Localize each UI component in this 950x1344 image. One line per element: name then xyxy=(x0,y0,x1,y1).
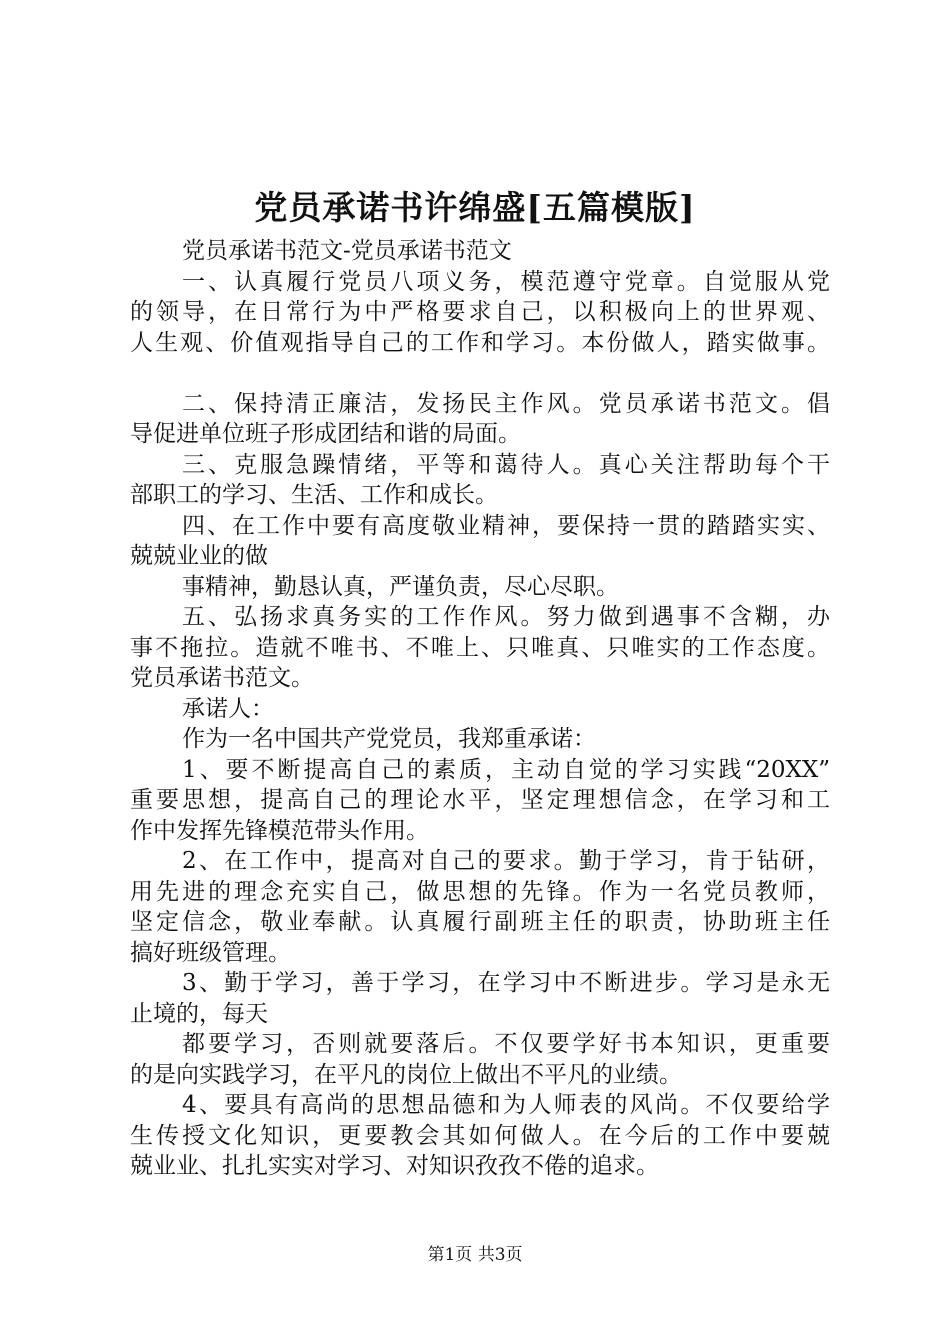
text-line: 事精神，勤恳认真，严谨负责，尽心尽职。 xyxy=(182,573,619,600)
text-line: 用先进的理念充实自己，做思想的先锋。作为一名党员教师， xyxy=(130,878,830,905)
text-line: 作为一名中国共产党党员，我郑重承诺： xyxy=(182,726,596,752)
text-line: 搞好班级管理。 xyxy=(130,939,291,966)
text-line: 一、认真履行党员八项义务，模范遵守党章。自觉服从党 xyxy=(182,268,830,295)
text-line: 事不拖拉。造就不唯书、不唯上、只唯真、只唯实的工作态度。 xyxy=(130,634,830,661)
text-line: 兢兢业业的做 xyxy=(130,543,268,569)
text-line: 人生观、价值观指导自己的工作和学习。本份做人，踏实做事。 xyxy=(130,329,830,356)
text-line: 四、在工作中要有高度敬业精神，要保持一贯的踏踏实实、 xyxy=(182,512,830,539)
text-line: 兢业业、扎扎实实对学习、对知识孜孜不倦的追求。 xyxy=(130,1153,659,1179)
page-number: 第1页 共3页 xyxy=(427,1245,523,1265)
text-line: 1、要不断提高自己的素质，主动自觉的学习实践“20XX” xyxy=(182,756,830,783)
document-body xyxy=(130,236,830,1182)
text-line: 2、在工作中，提高对自己的要求。勤于学习，肯于钻研， xyxy=(182,848,830,874)
text-line: 的是向实践学习，在平凡的岗位上做出不平凡的业绩。 xyxy=(130,1061,682,1088)
text-line: 生传授文化知识，更要教会其如何做人。在今后的工作中要兢 xyxy=(130,1122,830,1149)
text-line: 五、弘扬求真务实的工作作风。努力做到遇事不含糊，办 xyxy=(182,604,830,630)
text-line: 的领导，在日常行为中严格要求自己，以积极向上的世界观、 xyxy=(130,299,830,325)
text-line: 重要思想，提高自己的理论水平，坚定理想信念，在学习和工 xyxy=(130,787,830,813)
text-line: 止境的，每天 xyxy=(130,1000,268,1027)
text-line: 坚定信念，敬业奉献。认真履行副班主任的职责，协助班主任 xyxy=(130,909,830,935)
text-line: 二、保持清正廉洁，发扬民主作风。党员承诺书范文。倡 xyxy=(182,390,830,417)
text-line: 都要学习，否则就要落后。不仅要学好书本知识，更重要 xyxy=(182,1031,830,1057)
blank-line xyxy=(130,358,830,389)
text-line: 部职工的学习、生活、工作和成长。 xyxy=(130,482,498,508)
text-line: 导促进单位班子形成团结和谐的局面。 xyxy=(130,421,521,447)
text-line: 4、要具有高尚的思想品德和为人师表的风尚。不仅要给学 xyxy=(182,1092,830,1118)
text-line: 承诺人： xyxy=(182,695,274,722)
text-line: 作中发挥先锋模范带头作用。 xyxy=(130,817,429,844)
page-title: 党员承诺书许绵盛[五篇模版] xyxy=(254,188,696,227)
text-line: 党员承诺书范文。 xyxy=(130,665,314,691)
text-line: 3、勤于学习，善于学习，在学习中不断进步。学习是永无 xyxy=(182,970,830,996)
text-line: 党员承诺书范文-党员承诺书范文 xyxy=(182,238,512,264)
text-line: 三、克服急躁情绪，平等和蔼待人。真心关注帮助每个干 xyxy=(182,451,830,478)
